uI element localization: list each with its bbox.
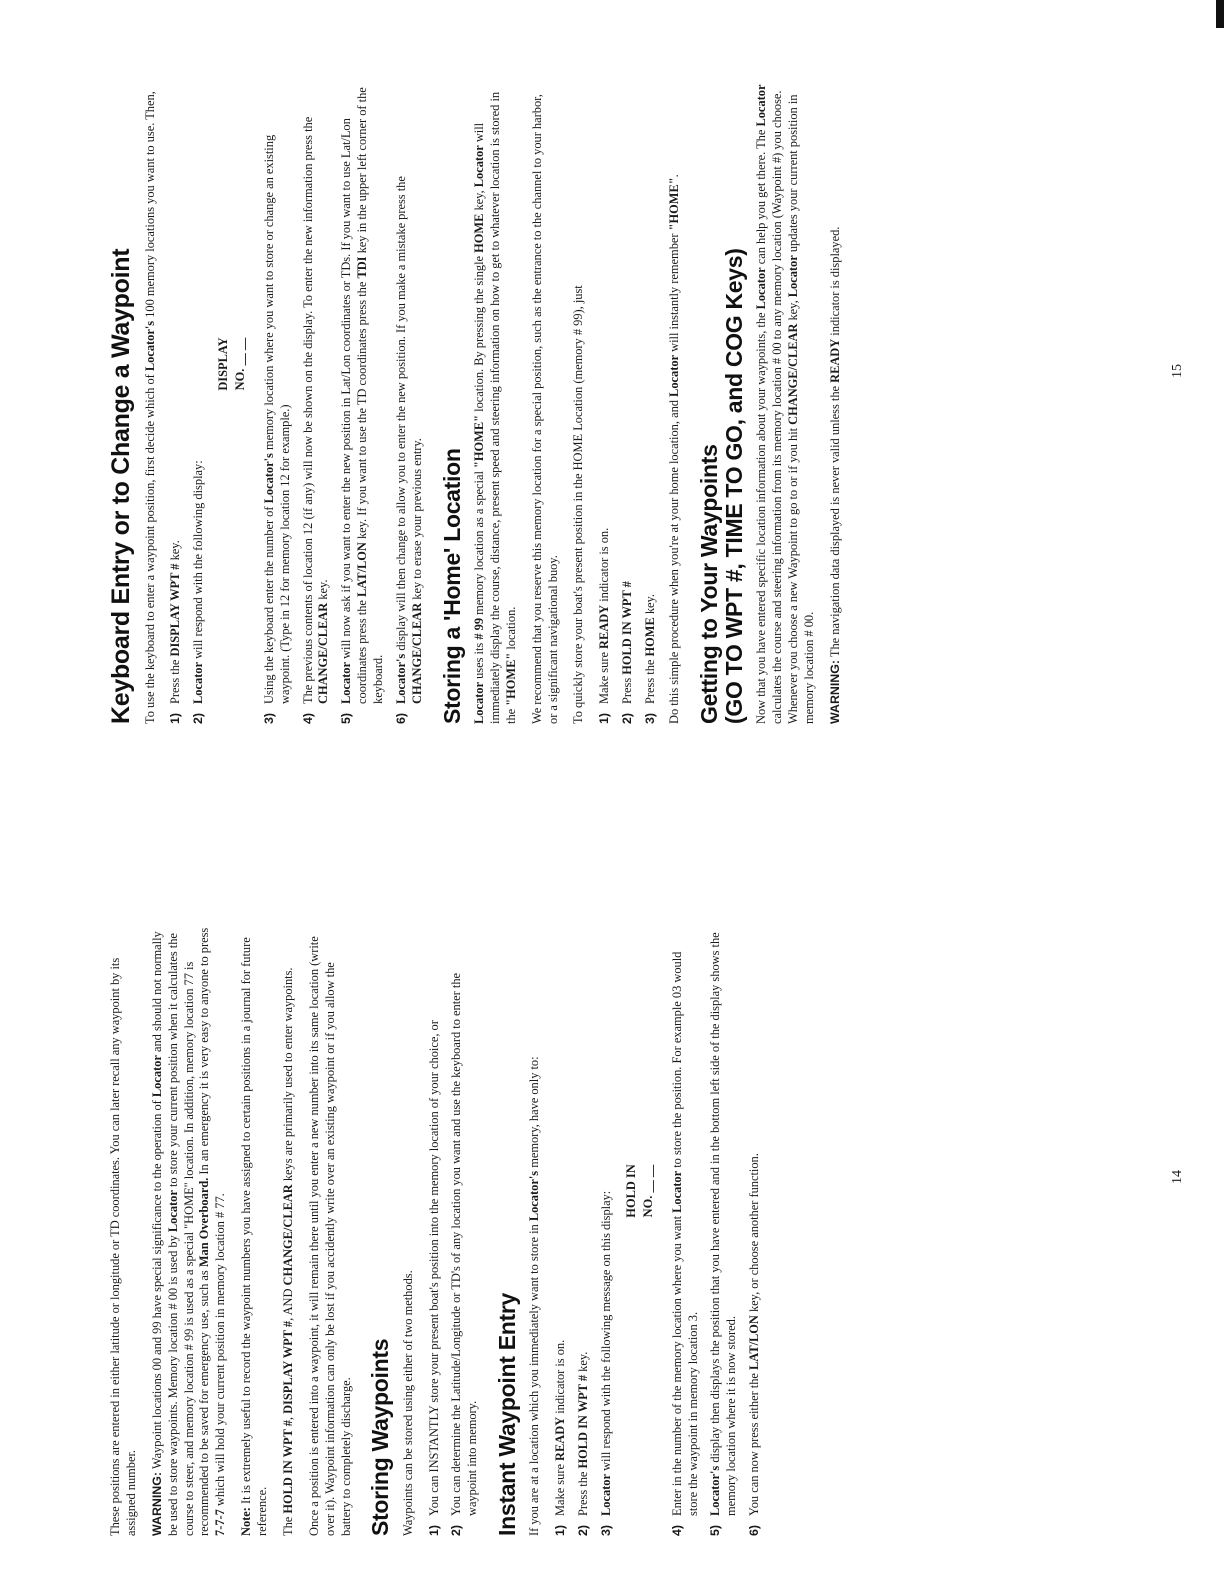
warning-label: WARNING: bbox=[827, 659, 842, 724]
storing-intro: Waypoints can be stored using either of two methods. bbox=[400, 1270, 415, 1536]
instant-steps-continued bbox=[670, 926, 763, 1536]
keys-paragraph: The HOLD IN WPT #, DISPLAY WPT #, AND CHANGE/CLEAR keys are primarily used to enter waypoints. bbox=[280, 967, 295, 1536]
dothis-paragraph: Do this simple procedure when you're at your home location, and Locator will instantly remember "HOME". bbox=[666, 174, 681, 724]
display-no-display: DISPLAY NO. __ __ bbox=[216, 337, 248, 391]
home-paragraph: Locator uses its # 99 memory location as a special "HOME" location. By pressing the single HOME key, Locator will immediately display the course, distance, present speed and steering information on how to get to whatever location is stored in the "HOME" location. bbox=[472, 91, 518, 724]
keyboard-steps-continued bbox=[262, 84, 426, 724]
list-item: 1) You can INSTANTLY store your present boat's position into the memory location of your choice, or bbox=[426, 1020, 441, 1536]
quick-paragraph: To quickly store your boat's present position in the HOME Location (memory # 99), just bbox=[571, 285, 586, 724]
list-item: 6) You can now press either the LAT/LON key, or choose another function. bbox=[747, 1153, 762, 1536]
home-steps bbox=[597, 84, 659, 724]
edge-mark bbox=[1216, 0, 1224, 28]
list-item: 3) Press the HOME key. bbox=[643, 593, 658, 724]
man-overboard: Man Overboard. bbox=[197, 1177, 212, 1268]
page-number-15: 15 bbox=[1170, 364, 1185, 378]
list-item: 2) Press the HOLD IN WPT # key. bbox=[576, 1351, 591, 1536]
heading-storing-waypoints: Storing Waypoints bbox=[367, 1338, 394, 1536]
list-item: 3) Locator will respond with the following message on this display: bbox=[599, 1190, 614, 1536]
page-14-column bbox=[108, 926, 771, 1536]
list-item: 1) Press the DISPLAY WPT # key. bbox=[168, 540, 183, 724]
list-item: 2) Press HOLD IN WPT # bbox=[620, 581, 635, 724]
list-item: 4) Enter in the number of the memory location where you want Locator to store the position. For example 03 would store the waypoint in memory location 3. bbox=[669, 951, 700, 1536]
heading-instant-entry: Instant Waypoint Entry bbox=[494, 1293, 521, 1536]
list-item: 5) Locator will now ask if you want to enter the new position in Lat/Lon coordinates or TDs. If you want to use Lat/Lon coordinates press the LAT/LON key. If you want to use the TD coordinates press the TDI key in the upper left corner of the keyboard. bbox=[339, 87, 386, 724]
list-item: 6) Locator's display will then change to allow you to enter the new position. If you make a mistake press the CHANGE/CLEAR key to erase your previous entry. bbox=[393, 176, 424, 724]
warning-navigation-paragraph: WARNING: The navigation data displayed is never valid unless the READY indicator is displayed. bbox=[827, 226, 842, 724]
list-item: 2) You can determine the Latitude/Longitude or TD's of any location you want and use the keyboard to enter the waypoint into memory. bbox=[449, 972, 480, 1536]
warning-label: WARNING: bbox=[149, 1471, 164, 1536]
heading-keyboard-entry: Keyboard Entry or to Change a Waypoint bbox=[107, 248, 135, 724]
page-15-column bbox=[108, 84, 854, 724]
note-paragraph: Note: It is extremely useful to record the waypoint numbers you have assigned to certain positions in a journal for future reference. bbox=[239, 937, 269, 1536]
instant-intro: If you are at a location which you immediately want to store in Locator's memory, have only to: bbox=[527, 1056, 542, 1536]
list-item: 3) Using the keyboard enter the number of Locator's memory location where you want to store or change an existing waypoint. (Type in 12 for memory location 12 for example.) bbox=[261, 134, 292, 724]
heading-home-location: Storing a 'Home' Location bbox=[438, 448, 465, 724]
methods-list bbox=[427, 926, 482, 1536]
note-label: Note: bbox=[239, 1507, 254, 1536]
list-item: 4) The previous contents of location 12 (if any) will now be shown on the display. To enter the new information press the CHANGE/CLEAR key. bbox=[300, 116, 331, 724]
page-number-14: 14 bbox=[1170, 1170, 1185, 1184]
list-item: 1) Make sure READY indicator is on. bbox=[597, 527, 612, 724]
keyboard-intro: To use the keyboard to enter a waypoint position, first decide which of Locator's 100 memory locations you want to use. Then, bbox=[142, 91, 157, 724]
list-item: 1) Make sure READY indicator is on. bbox=[553, 1339, 568, 1536]
list-item: 2) Locator will respond with the following display: bbox=[191, 460, 206, 724]
getting-paragraph: Now that you have entered specific location information about your waypoints, the Locator can help you get there. The Locator calculates the course and steering information from its memory location # 00 to any memory location (Waypoint #) you choose. Whenever you choose a new Waypoint to go to or if you hit CHANGE/CLEAR key, Locator updates your current position in memory location # 00. bbox=[754, 84, 816, 724]
recommend-paragraph: We recommend that you reserve this memory location for a special position, such as the entrance to the channel to your harbor, or a significant navigational buoy. bbox=[529, 94, 560, 724]
intro-paragraph: These positions are entered in either latitude or longitude or TD coordinates. You can later recall any waypoint by its assigned number. bbox=[108, 957, 138, 1536]
hold-in-display: HOLD IN NO. __ __ bbox=[623, 1164, 656, 1218]
once-paragraph: Once a position is entered into a waypoint, it will remain there until you enter a new number into its same location (write over it). Waypoint information can only be lost if you accidently write over an existing waypoint or if you allow the battery to completely discharge. bbox=[306, 936, 353, 1536]
keyboard-steps bbox=[168, 84, 207, 724]
heading-getting-to-waypoints: Getting to Your Waypoints (GO TO WPT #, TIME TO GO, and COG Keys) bbox=[695, 248, 748, 724]
instant-steps bbox=[553, 926, 615, 1536]
list-item: 5) Locator's display then displays the position that you have entered and in the bottom left side of the display shows the memory location where it is now stored. bbox=[708, 932, 739, 1536]
warning-paragraph: WARNING: Waypoint locations 00 and 99 have special significance to the operation of Locator and should not normally be used to store waypoints. Memory location # 00 is used by Locator to store your current position when it calculates the course to steer, and memory location # 99 is used as a special "HOME" location. In addition, memory location 77 is recommended to be saved for emergency use, such as Man Overboard. In an emergency it is very easy to anyone to press 7-7-7 which will hold your current position in memory location # 77. bbox=[149, 927, 228, 1536]
